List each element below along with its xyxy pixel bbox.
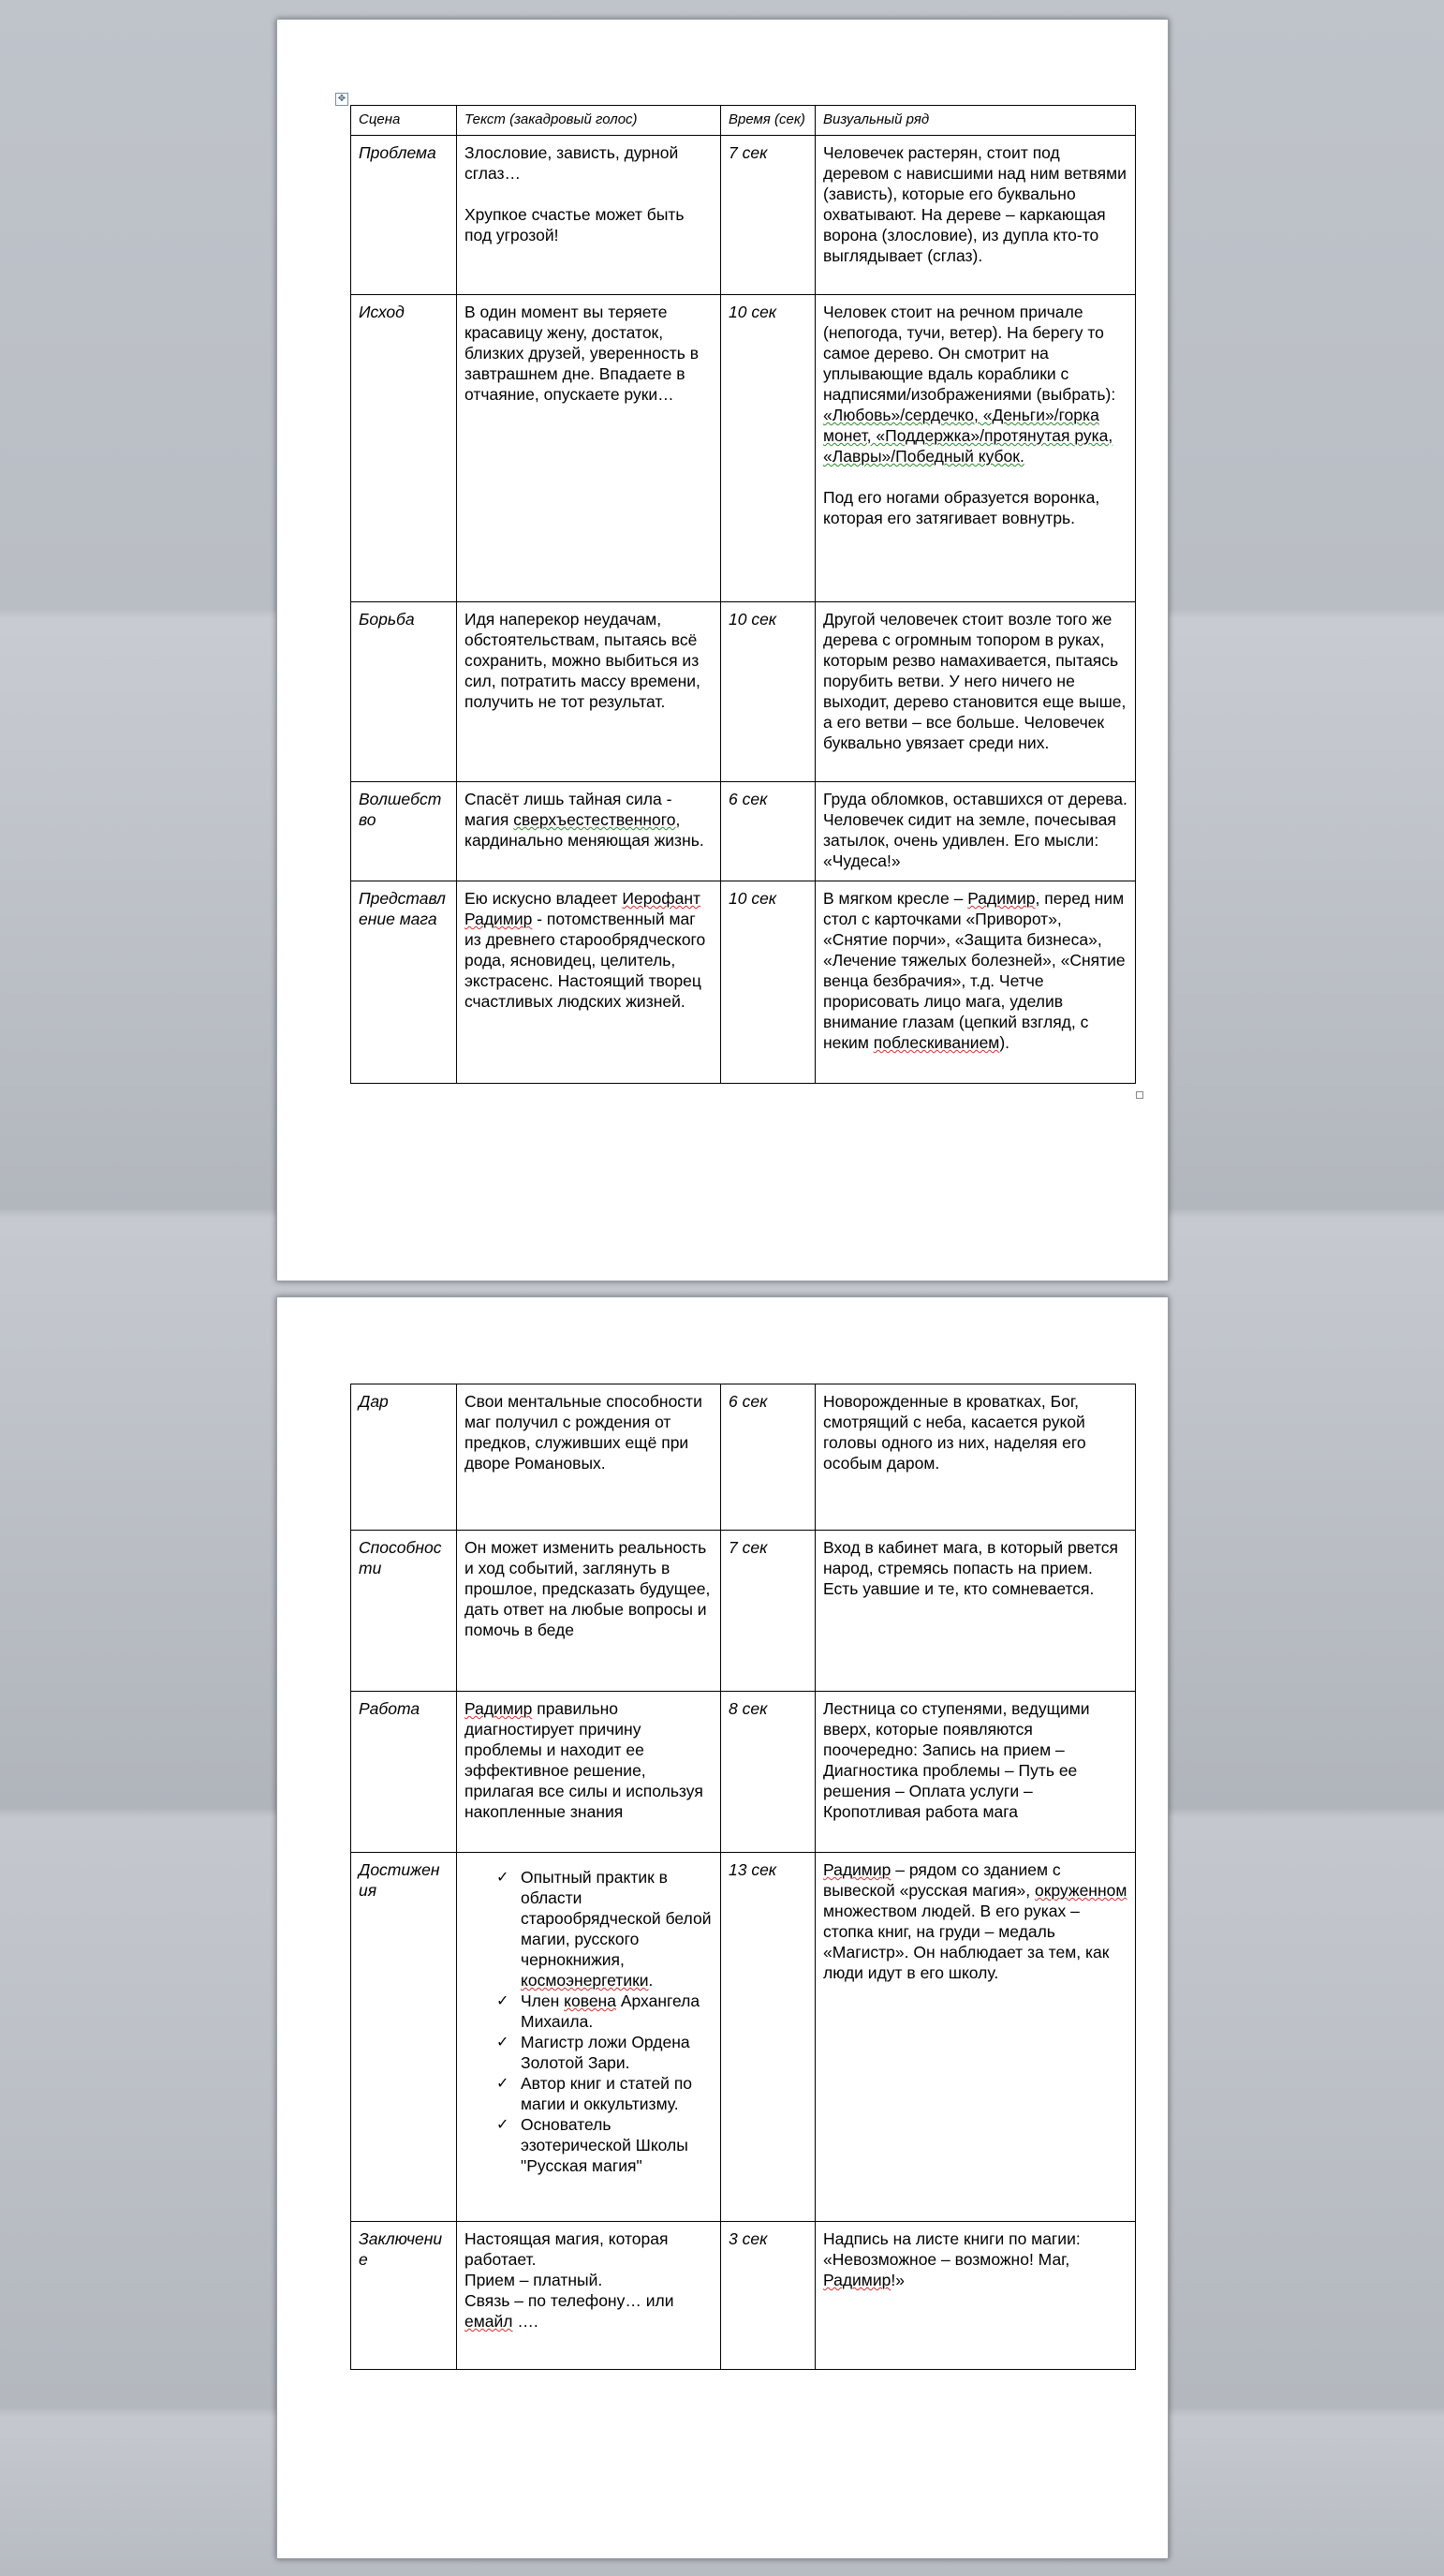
text-span-flagged: емайл	[464, 2312, 513, 2331]
visual-cell[interactable]: Вход в кабинет мага, в который рвется народ, стремясь попасть на прием. Есть уавшие и те, кто сомневается.	[816, 1531, 1136, 1692]
time-cell: 8 сек	[721, 1692, 816, 1853]
table-row	[351, 2222, 1136, 2370]
text-cell[interactable]	[457, 1853, 721, 2222]
scene-cell: Дар	[351, 1384, 457, 1531]
visual-text: В мягком кресле –	[823, 889, 968, 908]
text-cell[interactable]	[457, 782, 721, 881]
text-cell[interactable]: Свои ментальные способности маг получил с рождения от предков, служивших ещё при дворе Романовых.	[457, 1384, 721, 1531]
visual-cell[interactable]	[816, 2222, 1136, 2370]
visual-text-flagged: Радимир	[967, 889, 1036, 908]
text-cell[interactable]	[457, 136, 721, 295]
text-span: - потомственный маг из древнего старообрядческого рода, ясновидец, целитель, экстрасенс. Настоящий творец счастливых людских жизней.	[464, 910, 706, 1011]
script-table-page-2	[350, 1384, 1136, 2370]
text-line: Прием – платный.	[464, 2271, 603, 2289]
text-span: Спасёт лишь тайная сила - магия	[464, 790, 672, 829]
list-item: ✓ Основатель эзотерической Школы "Русская магия"	[496, 2115, 688, 2175]
table-row	[351, 136, 1136, 295]
visual-text-flagged: Радимир	[823, 2271, 891, 2289]
document-page-2	[276, 1296, 1169, 2559]
visual-cell[interactable]: Человечек растерян, стоит под деревом с нависшими над ним ветвями (зависть), которые его буквально охватывают. На дереве – каркающая ворона (злословие), из дупла кто-то выглядывает (сглаз).	[816, 136, 1136, 295]
text-line: Связь – по телефону… или емайл ….	[464, 2291, 674, 2331]
list-item: ✓ Опытный практик в области старообрядческой белой магии, русского чернокнижия, космоэнергетики.	[496, 1868, 712, 1990]
text-cell[interactable]: Он может изменить реальность и ход событий, заглянуть в прошлое, предсказать будущее, дать ответ на любые вопросы и помочь в беде	[457, 1531, 721, 1692]
time-cell: 10 сек	[721, 881, 816, 1084]
checkmark-icon: ✓	[496, 2115, 509, 2133]
scene-cell: Достижения	[351, 1853, 457, 2222]
time-cell: 13 сек	[721, 1853, 816, 2222]
text-cell[interactable]: В один момент вы теряете красавицу жену, достаток, близких друзей, уверенность в завтрашнем дне. Впадаете в отчаяние, опускаете руки…	[457, 295, 721, 602]
time-cell: 6 сек	[721, 1384, 816, 1531]
script-table-page-1	[350, 105, 1136, 1084]
visual-cell[interactable]	[816, 881, 1136, 1084]
text-span-flagged: Радимир	[464, 1699, 533, 1718]
checkmark-icon: ✓	[496, 2074, 509, 2092]
visual-text: !»	[891, 2271, 905, 2289]
time-cell: 7 сек	[721, 136, 816, 295]
scene-cell: Исход	[351, 295, 457, 602]
checkmark-icon: ✓	[496, 1868, 509, 1886]
table-row	[351, 1853, 1136, 2222]
header-text: Текст (закадровый голос)	[457, 106, 721, 136]
table-row	[351, 1531, 1136, 1692]
visual-cell[interactable]	[816, 295, 1136, 602]
document-page-1	[276, 19, 1169, 1281]
text-cell[interactable]	[457, 1692, 721, 1853]
text-cell[interactable]	[457, 2222, 721, 2370]
visual-cell[interactable]: Другой человечек стоит возле того же дерева с огромным топором в руках, которым резво намахивается, пытаясь порубить ветви. У него ничего не выходит, дерево становится еще выше, а его ветви – все больше. Человечек буквально увязает среди них.	[816, 602, 1136, 782]
time-cell: 3 сек	[721, 2222, 816, 2370]
visual-cell[interactable]: Груда обломков, оставшихся от дерева. Человечек сидит на земле, почесывая затылок, очень удивлен. Его мысли: «Чудеса!»	[816, 782, 1136, 881]
scene-cell: Представление мага	[351, 881, 457, 1084]
visual-cell[interactable]: Лестница со ступенями, ведущими вверх, которые появляются поочередно: Запись на прием – Диагностика проблемы – Путь ее решения – Оплата услуги – Кропотливая работа мага	[816, 1692, 1136, 1853]
text-cell[interactable]: Идя наперекор неудачам, обстоятельствам, пытаясь всё сохранить, можно выбиться из сил, потратить массу времени, получить не тот результат.	[457, 602, 721, 782]
visual-text: – рядом со зданием с вывеской «русская магия»,	[823, 1860, 1061, 1900]
header-visual: Визуальный ряд	[816, 106, 1136, 136]
time-cell: 7 сек	[721, 1531, 816, 1692]
visual-text-flagged: окруженном	[1034, 1881, 1127, 1900]
time-cell: 6 сек	[721, 782, 816, 881]
text-span-flagged: сверхъестественного	[513, 810, 676, 829]
checkmark-icon: ✓	[496, 1991, 509, 2009]
header-scene: Сцена	[351, 106, 457, 136]
scene-cell: Проблема	[351, 136, 457, 295]
text-span: , кардинально меняющая жизнь.	[464, 810, 704, 850]
visual-cell[interactable]: Новорожденные в кроватках, Бог, смотрящий с неба, касается рукой головы одного из них, наделяя его особым даром.	[816, 1384, 1136, 1531]
list-text-flagged: ковена	[564, 1991, 616, 2010]
checkmark-icon: ✓	[496, 2033, 509, 2050]
visual-text: множеством людей. В его руках – стопка книг, на груди – медаль «Магистр». Он наблюдает за тем, как люди идут в его школу.	[823, 1902, 1110, 1982]
text-paragraph: Злословие, зависть, дурной сглаз…	[464, 143, 679, 183]
table-row	[351, 295, 1136, 602]
table-move-handle-icon[interactable]: ✥	[335, 93, 348, 106]
visual-text: , перед ним стол с карточками «Приворот», «Снятие порчи», «Защита бизнеса», «Лечение тяжелых болезней», «Снятие венца безбрачия», т.д. Четче прорисовать лицо мага, уделив внимание глазам (цепкий взгляд, с неким	[823, 889, 1126, 1052]
scene-cell: Способности	[351, 1531, 457, 1692]
visual-text: ).	[999, 1033, 1010, 1052]
list-item: ✓ Член ковена Архангела Михаила.	[496, 1991, 700, 2031]
text-span: правильно диагностирует причину проблемы и находит ее эффективное решение, прилагая все силы и используя накопленные знания	[464, 1699, 703, 1821]
time-cell: 10 сек	[721, 295, 816, 602]
table-resize-handle-icon[interactable]	[1136, 1091, 1143, 1099]
scene-cell: Волшебство	[351, 782, 457, 881]
visual-text: Надпись на листе книги по магии: «Невозможное – возможно! Маг,	[823, 2229, 1081, 2269]
list-text-flagged: космоэнергетики	[521, 1971, 649, 1990]
visual-text: Под его ногами образуется воронка, которая его затягивает вовнутрь.	[823, 488, 1100, 527]
table-row	[351, 1384, 1136, 1531]
visual-text-flagged: поблескиванием	[873, 1033, 1000, 1052]
visual-cell[interactable]	[816, 1853, 1136, 2222]
text-span-flagged: Иерофант Радимир	[464, 889, 701, 928]
table-header-row	[351, 106, 1136, 136]
visual-text-flagged: Радимир	[823, 1860, 891, 1879]
text-paragraph: Хрупкое счастье может быть под угрозой!	[464, 205, 685, 244]
list-item: ✓ Магистр ложи Ордена Золотой Зари.	[496, 2033, 690, 2072]
scene-cell: Заключение	[351, 2222, 457, 2370]
table-row	[351, 881, 1136, 1084]
text-span: Ею искусно владеет	[464, 889, 623, 908]
table-row	[351, 602, 1136, 782]
time-cell: 10 сек	[721, 602, 816, 782]
scene-cell: Борьба	[351, 602, 457, 782]
table-row	[351, 1692, 1136, 1853]
table-row	[351, 782, 1136, 881]
header-time: Время (сек)	[721, 106, 816, 136]
visual-text-grammar-flagged: «Любовь»/сердечко, «Деньги»/горка монет, «Поддержка»/протянутая рука, «Лавры»/Победный кубок.	[823, 406, 1113, 466]
achievements-list	[464, 1867, 713, 2176]
text-cell[interactable]	[457, 881, 721, 1084]
scene-cell: Работа	[351, 1692, 457, 1853]
list-item: ✓ Автор книг и статей по магии и оккультизму.	[496, 2074, 693, 2113]
text-line: Настоящая магия, которая работает.	[464, 2229, 669, 2269]
visual-text: Человек стоит на речном причале (непогода, тучи, ветер). На берегу то самое дерево. Он смотрит на уплывающие вдаль кораблики с надписями/изображениями (выбрать):	[823, 303, 1116, 404]
